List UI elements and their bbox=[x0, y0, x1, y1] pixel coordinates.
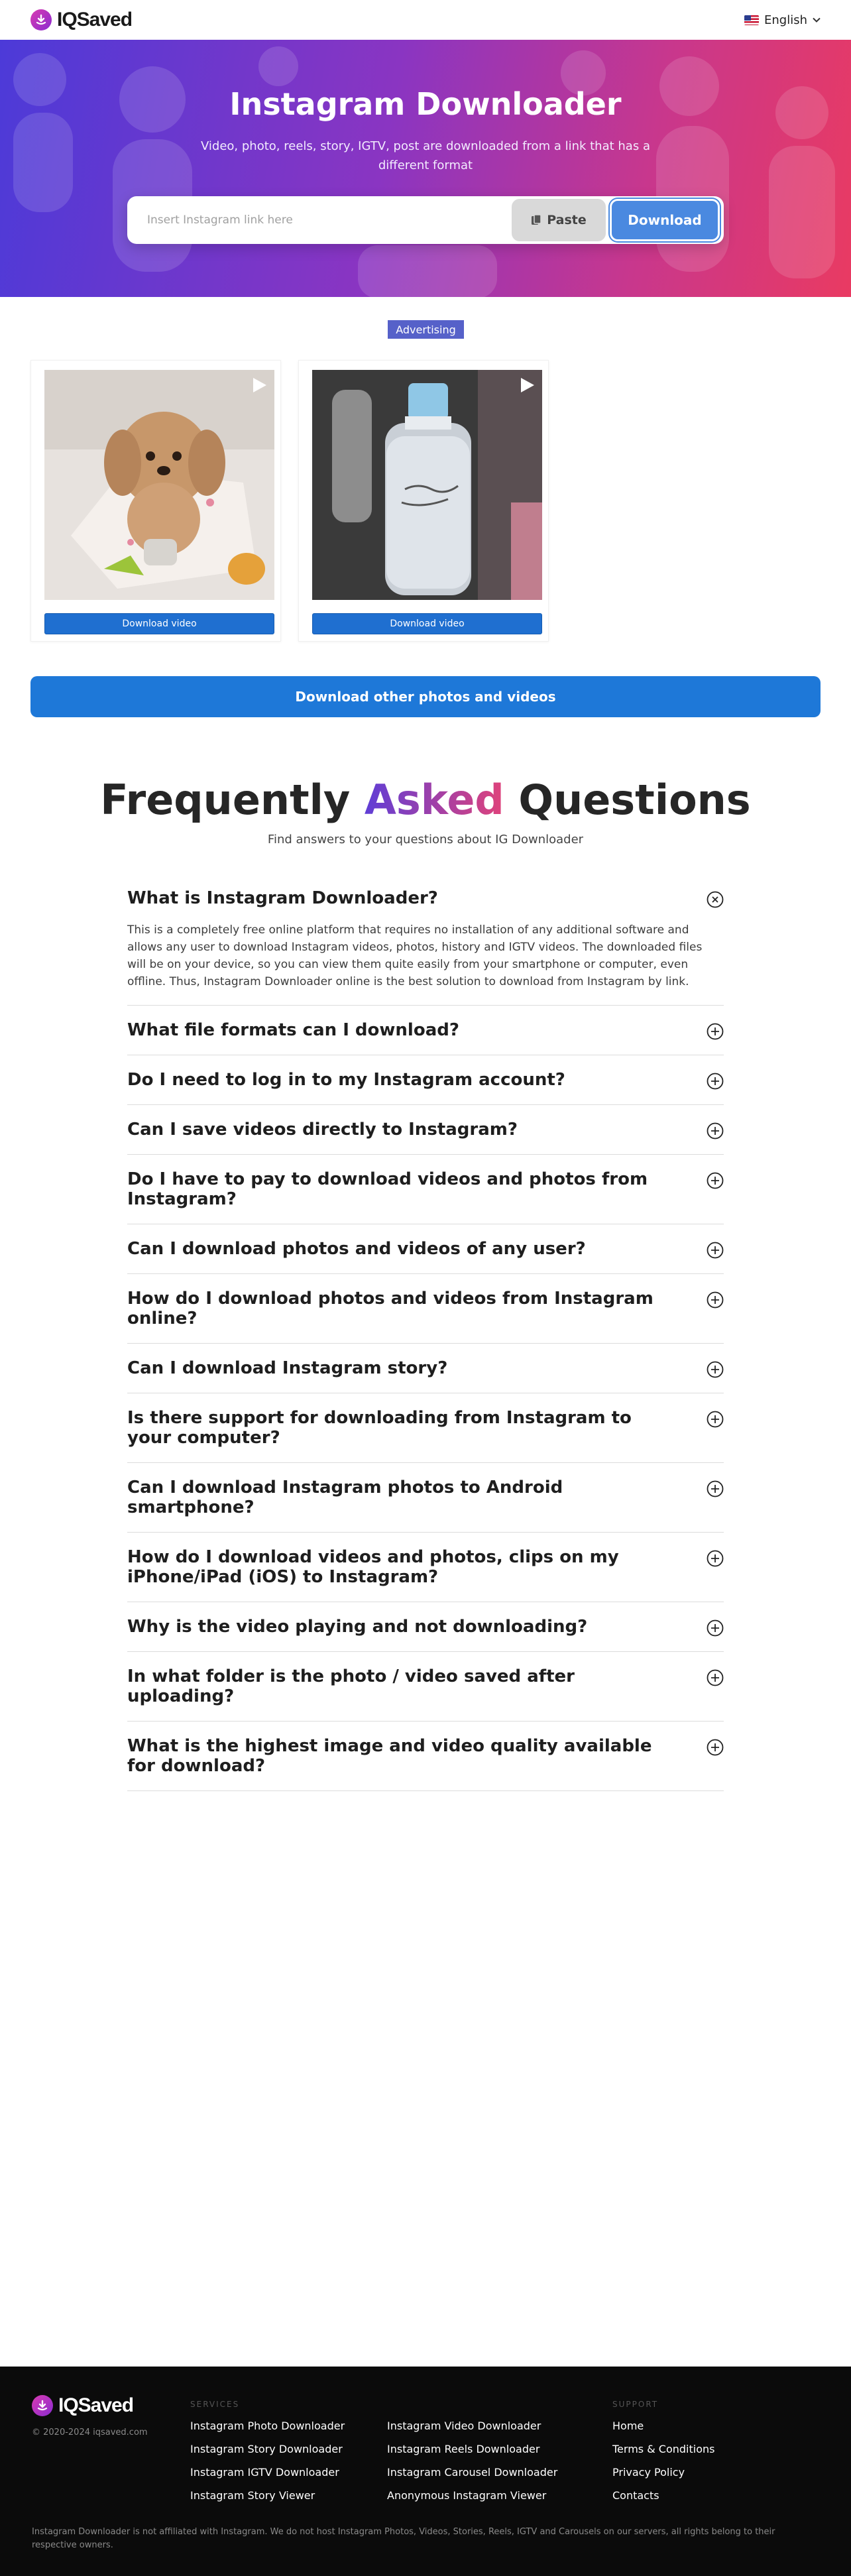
faq-item[interactable] bbox=[127, 1722, 724, 1791]
faq-item[interactable] bbox=[127, 1274, 724, 1344]
faq-title-start: Frequently bbox=[100, 776, 365, 824]
download-logo-icon bbox=[30, 9, 52, 30]
footer-link[interactable]: Terms & Conditions bbox=[612, 2443, 715, 2455]
footer-link[interactable]: Instagram Video Downloader bbox=[387, 2420, 541, 2432]
footer-disclaimer: Instagram Downloader is not affiliated with Instagram. We do not host Instagram Photos, Videos, Stories, Reels, IGTV and Carousels on our servers, all rights belong to their respective owners. bbox=[32, 2527, 775, 2550]
faq-item[interactable] bbox=[127, 1463, 724, 1533]
download-video-button[interactable]: Download video bbox=[44, 613, 274, 634]
plus-circle-icon[interactable] bbox=[707, 1669, 724, 1686]
footer-link[interactable]: Instagram Story Downloader bbox=[190, 2443, 343, 2455]
clipboard-icon bbox=[531, 214, 541, 226]
link-search-box bbox=[127, 196, 724, 244]
play-icon bbox=[518, 377, 536, 394]
faq-answer: This is a completely free online platform that requires no installation of any additional software and allows any user to download Instagram videos, photos, history and IGTV videos. The downloaded files will be on your device, so you can view them quite easily from your smartphone or computer, even offline. Thus, Instagram Downloader online is the best solution to download from Instagram by link. bbox=[127, 923, 703, 988]
faq-question: Can I download photos and videos of any user? bbox=[127, 1239, 586, 1259]
plus-circle-icon[interactable] bbox=[707, 1172, 724, 1189]
plus-circle-icon[interactable] bbox=[707, 1739, 724, 1756]
faq-item[interactable] bbox=[127, 1055, 724, 1105]
faq-item[interactable] bbox=[127, 1533, 724, 1602]
advertising-label: Advertising bbox=[388, 320, 464, 339]
faq-title-accent: Asked bbox=[364, 776, 504, 824]
faq-list bbox=[127, 874, 724, 1791]
footer-link[interactable]: Contacts bbox=[612, 2489, 659, 2502]
media-card bbox=[298, 360, 549, 642]
faq-item[interactable] bbox=[127, 1344, 724, 1393]
footer-logo-text: IQSaved bbox=[58, 2394, 134, 2416]
media-card bbox=[30, 360, 281, 642]
faq-item[interactable] bbox=[127, 874, 724, 1006]
faq-item[interactable] bbox=[127, 1393, 724, 1463]
faq-question: How do I download photos and videos from Instagram online? bbox=[127, 1289, 653, 1328]
footer-link[interactable]: Privacy Policy bbox=[612, 2466, 685, 2479]
faq-question: Do I need to log in to my Instagram account? bbox=[127, 1070, 565, 1090]
faq-item[interactable] bbox=[127, 1652, 724, 1722]
footer-link[interactable]: Instagram Photo Downloader bbox=[190, 2420, 345, 2432]
video-thumbnail-dog[interactable] bbox=[44, 370, 274, 600]
faq-item[interactable] bbox=[127, 1602, 724, 1652]
paste-button[interactable] bbox=[512, 199, 606, 241]
close-circle-icon[interactable] bbox=[707, 891, 724, 908]
plus-circle-icon[interactable] bbox=[707, 1480, 724, 1497]
footer-link[interactable]: Anonymous Instagram Viewer bbox=[387, 2489, 547, 2502]
plus-circle-icon[interactable] bbox=[707, 1242, 724, 1259]
faq-question: What file formats can I download? bbox=[127, 1020, 459, 1040]
logo-text: IQSaved bbox=[57, 9, 133, 30]
plus-circle-icon[interactable] bbox=[707, 1550, 724, 1567]
faq-item[interactable] bbox=[127, 1155, 724, 1224]
services-heading: SERVICES bbox=[190, 2400, 240, 2409]
hero-subtitle: Video, photo, reels, story, IGTV, post are downloaded from a link that has a different format bbox=[201, 139, 650, 172]
footer-link[interactable]: Instagram Carousel Downloader bbox=[387, 2466, 558, 2479]
faq-question: What is Instagram Downloader? bbox=[127, 888, 438, 908]
footer-link[interactable]: Instagram Reels Downloader bbox=[387, 2443, 540, 2455]
faq-question: Can I download Instagram photos to Android smartphone? bbox=[127, 1478, 563, 1517]
instagram-link-input[interactable] bbox=[147, 213, 512, 227]
us-flag-icon bbox=[744, 15, 759, 25]
faq-question: Can I download Instagram story? bbox=[127, 1358, 448, 1378]
footer-link[interactable]: Home bbox=[612, 2420, 644, 2432]
plus-circle-icon[interactable] bbox=[707, 1291, 724, 1309]
plus-circle-icon[interactable] bbox=[707, 1619, 724, 1637]
faq-title-end: Questions bbox=[504, 776, 751, 824]
hero-title: Instagram Downloader bbox=[229, 86, 622, 122]
footer-logo[interactable] bbox=[32, 2394, 133, 2417]
download-video-button[interactable]: Download video bbox=[312, 613, 542, 634]
faq-question: Is there support for downloading from Instagram to your computer? bbox=[127, 1408, 632, 1448]
language-selector[interactable] bbox=[744, 13, 821, 27]
download-button[interactable]: Download bbox=[610, 199, 720, 241]
faq-title bbox=[0, 776, 851, 824]
site-logo[interactable] bbox=[30, 9, 132, 31]
plus-circle-icon[interactable] bbox=[707, 1122, 724, 1140]
faq-question: What is the highest image and video quality available for download? bbox=[127, 1736, 652, 1776]
plus-circle-icon[interactable] bbox=[707, 1023, 724, 1040]
footer-link[interactable]: Instagram IGTV Downloader bbox=[190, 2466, 339, 2479]
faq-question: How do I download videos and photos, clips on my iPhone/iPad (iOS) to Instagram? bbox=[127, 1547, 619, 1587]
download-other-button[interactable]: Download other photos and videos bbox=[30, 676, 821, 717]
play-icon bbox=[251, 377, 268, 394]
faq-item[interactable] bbox=[127, 1105, 724, 1155]
paste-button-label: Paste bbox=[547, 213, 587, 227]
copyright: © 2020-2024 iqsaved.com bbox=[32, 2428, 148, 2437]
download-logo-icon bbox=[32, 2395, 53, 2416]
plus-circle-icon[interactable] bbox=[707, 1411, 724, 1428]
faq-question: In what folder is the photo / video saved after uploading? bbox=[127, 1667, 575, 1706]
hero-section bbox=[0, 40, 851, 297]
site-header bbox=[0, 0, 851, 40]
faq-item[interactable] bbox=[127, 1224, 724, 1274]
support-heading: SUPPORT bbox=[612, 2400, 659, 2409]
chevron-down-icon bbox=[813, 17, 821, 23]
footer-link[interactable]: Instagram Story Viewer bbox=[190, 2489, 315, 2502]
faq-subtitle: Find answers to your questions about IG Downloader bbox=[267, 833, 584, 847]
faq-question: Can I save videos directly to Instagram? bbox=[127, 1120, 518, 1140]
video-thumbnail-bottle[interactable] bbox=[312, 370, 542, 600]
faq-question: Why is the video playing and not downloading? bbox=[127, 1617, 588, 1637]
faq-question: Do I have to pay to download videos and photos from Instagram? bbox=[127, 1169, 648, 1209]
plus-circle-icon[interactable] bbox=[707, 1073, 724, 1090]
faq-item[interactable] bbox=[127, 1006, 724, 1055]
site-footer bbox=[0, 2367, 851, 2576]
language-label: English bbox=[764, 13, 807, 27]
plus-circle-icon[interactable] bbox=[707, 1361, 724, 1378]
